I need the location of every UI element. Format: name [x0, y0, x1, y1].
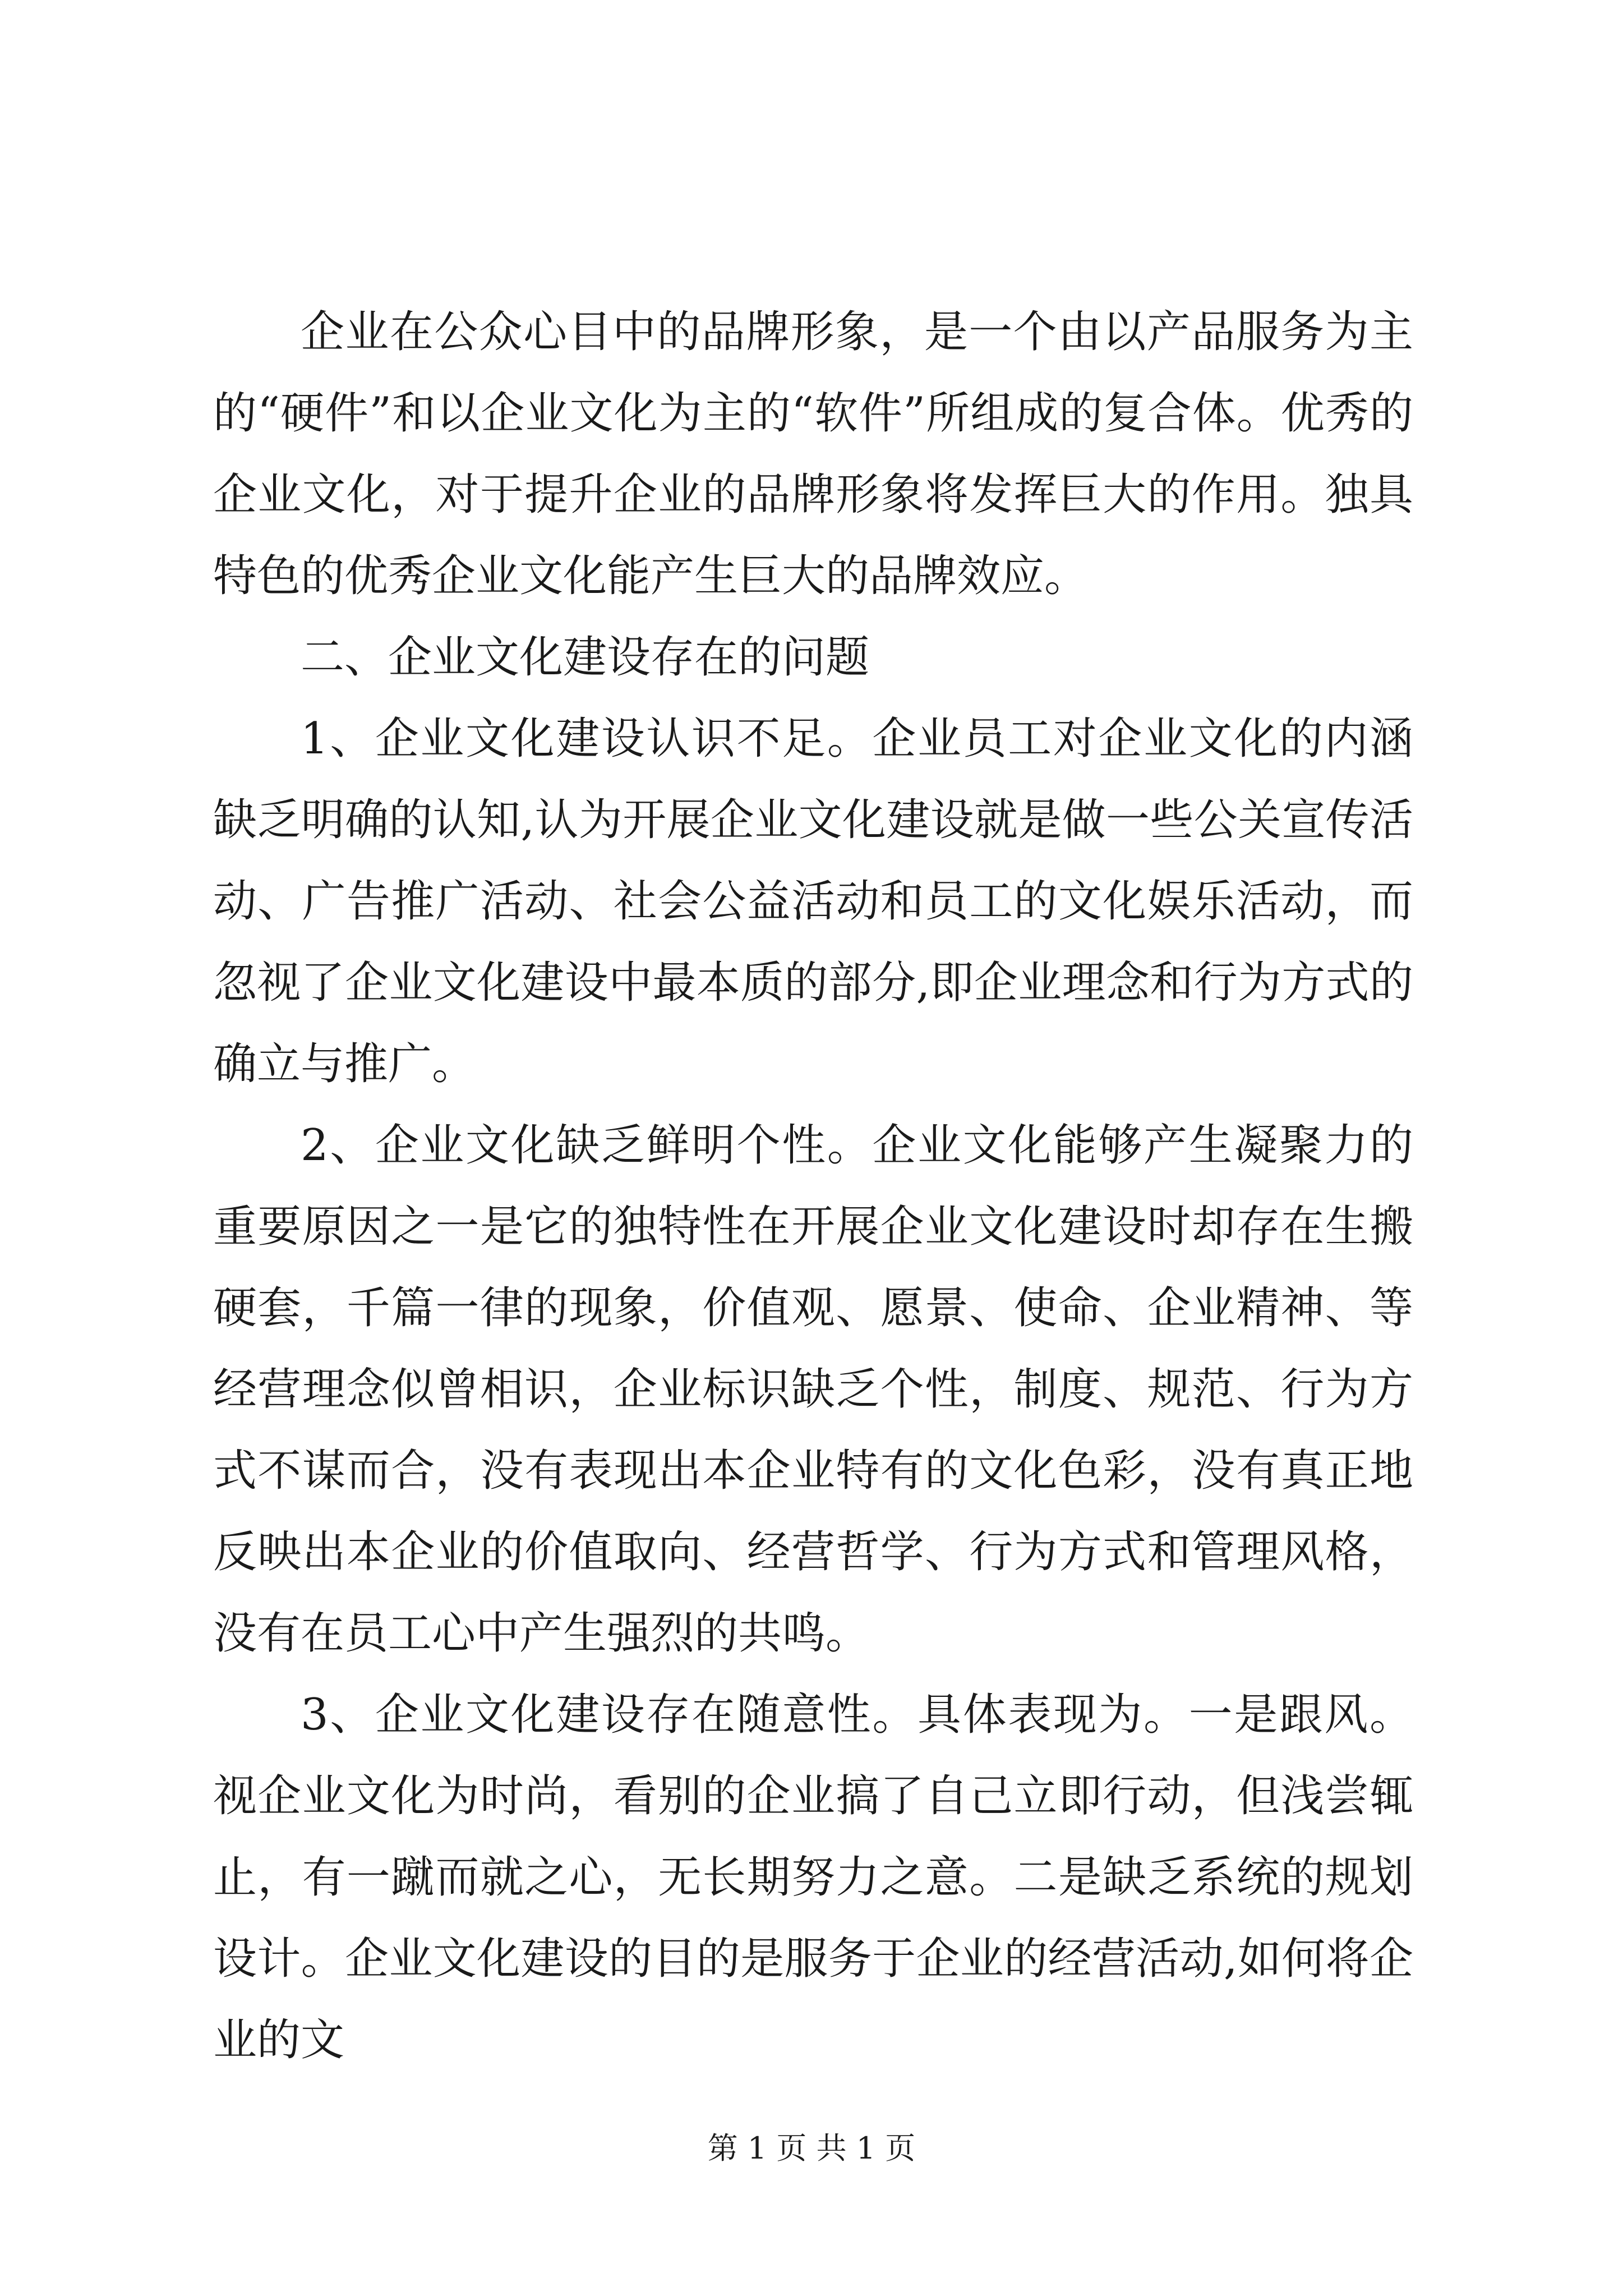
- paragraph-point-3: 3、企业文化建设存在随意性。具体表现为。一是跟风。视企业文化为时尚，看别的企业搞了自己立即行动，但浅尝辄止，有一蹴而就之心，无长期努力之意。二是缺乏系统的规划设计。企业文化建设的目的是服务于企业的经营活动,如何将企业的文: [213, 1690, 1413, 2065]
- page-footer: 第 1 页 共 1 页: [707, 2131, 916, 2166]
- section-heading-problems: 二、企业文化建设存在的问题: [301, 632, 870, 683]
- paragraph-point-2: 2、企业文化缺乏鲜明个性。企业文化能够产生凝聚力的重要原因之一是它的独特性在开展企业文化建设时却存在生搬硬套，千篇一律的现象，价值观、愿景、使命、企业精神、等经营理念似曾相识，企业标识缺乏个性，制度、规范、行为方式不谋而合，没有表现出本企业特有的文化色彩，没有真正地反映出本企业的价值取向、经营哲学、行为方式和管理风格，没有在员工心中产生强烈的共鸣。: [213, 1120, 1413, 1659]
- paragraph-point-1: 1、企业文化建设认识不足。企业员工对企业文化的内涵缺乏明确的认知,认为开展企业文化建设就是做一些公关宣传活动、广告推广活动、社会公益活动和员工的文化娱乐活动，而忽视了企业文化建设中最本质的部分,即企业理念和行为方式的确立与推广。: [213, 714, 1413, 1089]
- paragraph-brand-image: 企业在公众心目中的品牌形象，是一个由以产品服务为主的“硬件”和以企业文化为主的“软件”所组成的复合体。优秀的企业文化，对于提升企业的品牌形象将发挥巨大的作用。独具特色的优秀企业文化能产生巨大的品牌效应。: [213, 307, 1413, 601]
- document-body: [213, 292, 1413, 2081]
